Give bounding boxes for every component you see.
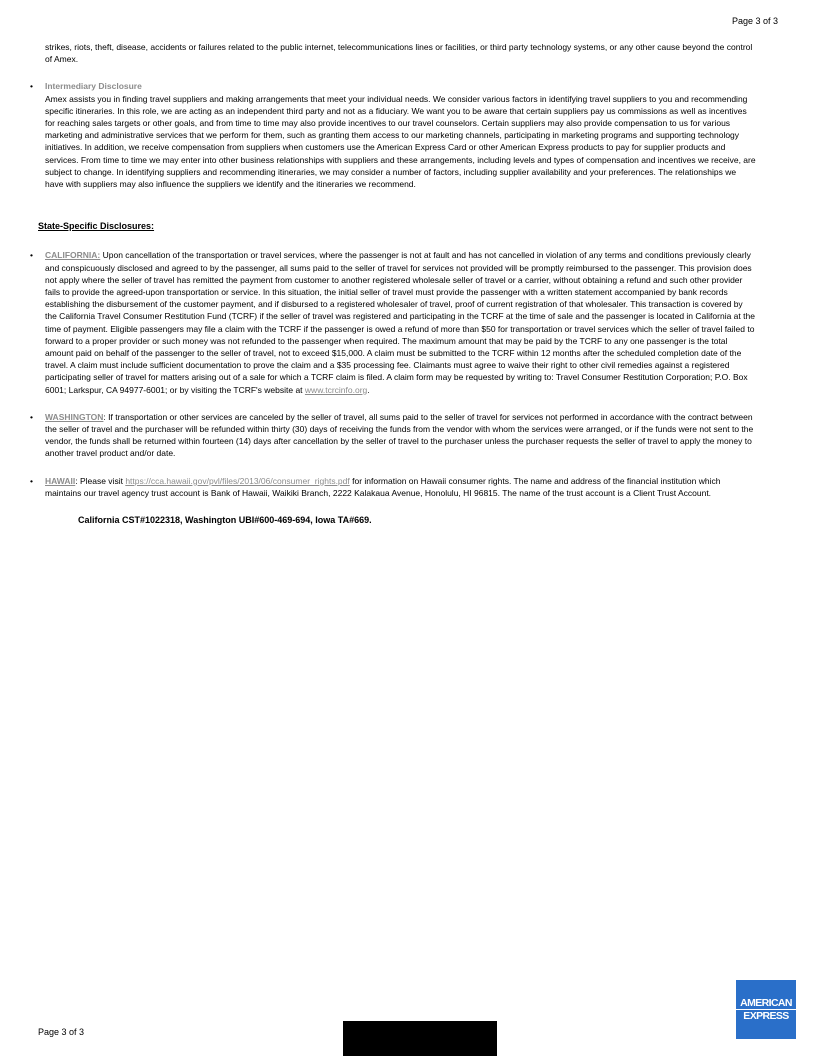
tcrf-website-link[interactable]: www.tcrcinfo.org [304, 384, 368, 395]
washington-body: : If transportation or other services are canceled by the seller of travel, all sums paid to the seller of travel for services not performed in accordance with the contract between the seller of travel and the purchaser will be refunded within thirty (30) days of receiving the funds from the vendor with whom the services were arranged, or if the funds were not sent to the vendor, the funds shall be returned within fourteen (14) days after cancellation by the seller of travel to the purchaser unless the purchaser requests the seller of travel to apply the money to another travel product and/or date. [45, 411, 754, 459]
washington-label: WASHINGTON [45, 411, 104, 422]
hawaii-label: HAWAII [45, 475, 76, 486]
california-body: Upon cancellation of the transportation or travel services, where the passenger is not at fault and has not cancelled in violation of any terms and conditions previously clearly and conspicuously disclosed and agreed to by the passenger, all sums paid to the seller of travel for services not provided will be promptly reimbursed to the passenger. This provision does not apply where the seller of travel has remitted the payment from customer to another registered wholesale seller of travel or a carrier, without obtaining a refund and such other provider fails to provide the agreed-upon transportation or service. In this situation, the initial seller of travel must provide the passenger with a written statement accompanied by bank records establishing the disbursement of the customer payment, and if disbursed to a registered wholesaler of travel, proof of current registration of that wholesaler. This transaction is covered by the California Travel Consumer Restitution Fund (TCRF) if the seller of travel was registered and participating in the TCRF at the time of sale and the passenger is located in California at the time of payment. Eligible passengers may file a claim with the TCRF if the passenger is owed a refund of more than $50 for transportation or travel services which the seller of travel failed to forward to a proper provider or such money was not refunded to the passenger when required. The maximum amount that may be paid by the TCRF to any one passenger is the total amount paid on behalf of the passenger to the seller of travel, not to exceed $15,000. A claim must be submitted to the TCRF within 12 months after the scheduled completion date of the travel. A claim must include sufficient documentation to prove the claim and a $35 processing fee. Claimants must agree to waive their right to other civil remedies against a registered participating seller of travel for matters arising out of a sale for which a TCRF claim is filed. A claim form may be requested by writing to: Travel Consumer Restitution Corporation; P.O. Box 6001; Larkspur, CA 94977-6001; or by visiting the TCRF's website at [45, 250, 755, 395]
license-numbers: California CST#1022318, Washington UBI#600-469-694, Iowa TA#669. [78, 515, 372, 526]
state-disclosures-heading: State-Specific Disclosures: [38, 221, 155, 232]
redaction-block [343, 1021, 497, 1056]
logo-line-2: EXPRESS [736, 1009, 796, 1022]
intermediary-body: Amex assists you in finding travel suppliers and making arrangements that meet your individual needs. We consider various factors in identifying travel suppliers to you and recommending specific itineraries. In this role, we are acting as an independent third party and not as a fiduciary. We want you to be aware that certain suppliers pay us commissions as well as incentives for reaching sales targets or other goals, and from time to time may also provide incentives to our travel counselors. Certain suppliers may also provide compensation to us for various marketing and administrative services that we perform for them, such as granting them access to our marketing channels, participating in marketing programs and supporting technology initiatives. In addition, we receive compensation from suppliers when customers use the American Express Card or other American Express products to pay for supplier products and services. From time to time we may enter into other business relationships with suppliers and these arrangements, including levels and types of compensation and incentives we receive, are subject to change. In identifying suppliers and recommending itineraries, we may consider a number of factors, including supplier availability and your preferences. The relationships we have with suppliers may also influence the suppliers we identify and the itineraries we recommend. [45, 93, 756, 190]
hawaii-disclosure-item [30, 475, 756, 499]
continuation-paragraph: strikes, riots, theft, disease, accidents or failures related to the public internet, telecommunications lines or facilities, or third party technology systems, or any other cause beyond the control of Amex. [45, 42, 753, 65]
logo-line-1: AMERICAN [740, 997, 792, 1009]
intermediary-disclosure-item [30, 80, 756, 190]
hawaii-body: for information on Hawaii consumer rights. The name and address of the financial institution which maintains our travel agency trust account is Bank of Hawaii, Waikiki Branch, 2222 Kalakaua Avenue, Honolulu, HI 96815. The name of the trust account is a Client Trust Account. [45, 475, 721, 498]
bullet-icon: • [30, 81, 33, 92]
american-express-logo [736, 980, 796, 1039]
california-text [45, 249, 756, 395]
california-label: CALIFORNIA: [45, 250, 101, 261]
california-disclosure-item [30, 249, 756, 395]
document-body [30, 41, 756, 526]
bullet-icon: • [30, 411, 33, 422]
washington-disclosure-item [30, 411, 756, 460]
header-page-number: Page 3 of 3 [731, 16, 778, 26]
california-end: . [367, 384, 370, 395]
bullet-icon: • [30, 475, 33, 486]
hawaii-text [45, 475, 756, 499]
intermediary-heading: Intermediary Disclosure [45, 81, 142, 92]
washington-text [45, 411, 756, 460]
hawaii-consumer-rights-link[interactable]: https://cca.hawaii.gov/pvl/files/2013/06/consumer_rights.pdf [125, 475, 350, 486]
footer-page-number: Page 3 of 3 [38, 1027, 85, 1037]
hawaii-pre: : Please visit [75, 475, 126, 486]
bullet-icon: • [30, 250, 33, 261]
